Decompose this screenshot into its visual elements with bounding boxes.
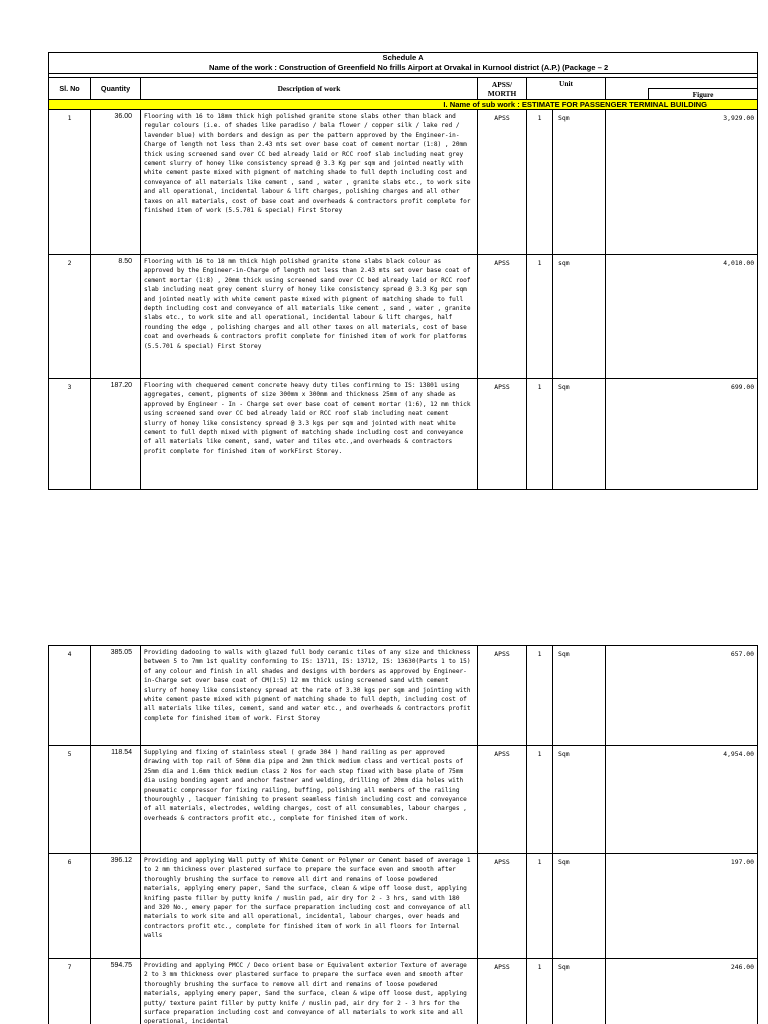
col-header-figure: Figure bbox=[649, 89, 758, 100]
sl-no-cell: 4 bbox=[49, 646, 91, 746]
unit-cell: Sqm bbox=[553, 110, 606, 255]
rate-blank-cell bbox=[606, 379, 649, 490]
unit-cell: Sqm bbox=[553, 646, 606, 746]
sl-no-cell: 1 bbox=[49, 110, 91, 255]
col-header-quantity: Quantity bbox=[91, 78, 141, 100]
table-row bbox=[49, 854, 758, 959]
rate-figure-cell: 197.00 bbox=[649, 854, 758, 959]
rate-figure-cell: 246.00 bbox=[649, 959, 758, 1024]
description-cell: Flooring with 16 to 18 mm thick high polished granite stone slabs black colour as approved by the Engineer-in-Charge of length not less than 2.43 mts set over base coat of cement mortar (1:8) , 20mm thick using screened sand over CC bed already laid or RCC roof slab including neat grey cement slurry of honey like consistency spread @ 3.3 Kg per sqm and jointed neatly with white cement paste mixed with pigment of matching shade to full depth including cost and conveyance of all materials like cement , sand , water , granite slabs etc., to work site and all operational, incidental labour & lift charges, half rounding the edge , polishing charges and all other taxes on all materials, cost of base coat and overheads & contractors profit complete for finished item of work for platforms (5.5.701 & special) First Storey bbox=[141, 255, 478, 379]
table-row bbox=[49, 746, 758, 854]
col-header-unit-lower bbox=[527, 89, 606, 100]
work-name: Name of the work : Construction of Greenfield No frills Airport at Orvakal in Kurnool district (A.P.) (Package – 2 bbox=[49, 63, 758, 74]
schedule-title: Schedule A bbox=[49, 53, 758, 64]
quantity-cell: 36.00 bbox=[91, 110, 141, 255]
rate-figure-cell: 657.00 bbox=[649, 646, 758, 746]
top-rows bbox=[49, 110, 758, 490]
quantity-cell: 594.75 bbox=[91, 959, 141, 1024]
sub-work-banner: I. Name of sub work : ESTIMATE FOR PASSENGER TERMINAL BUILDING bbox=[49, 100, 758, 110]
col-header-sl-no: Sl. No bbox=[49, 78, 91, 100]
col-header-description: Description of work bbox=[141, 78, 478, 100]
col-header-apss: APSS/ MORTH bbox=[478, 78, 527, 100]
sl-no-cell: 5 bbox=[49, 746, 91, 854]
unit-cell: Sqm bbox=[553, 854, 606, 959]
rate-blank-cell bbox=[606, 646, 649, 746]
unit-cell: Sqm bbox=[553, 959, 606, 1024]
apss-code-cell: APSS bbox=[478, 746, 527, 854]
rate-figure-cell: 699.00 bbox=[649, 379, 758, 490]
description-cell: Providing dadooing to walls with glazed full body ceramic tiles of any size and thickness between 5 to 7mm 1st quality conforming to IS: 13711, IS: 13712, IS: 13630(Parts 1 to 15) of any colour and finish in all shades and designs with borders as approved by Engineer-in-Charge set over base coat of CM(1:5) 12 mm thick using screened sand with cement slurry of honey like consistency spread at the rate of 3.30 kgs per sqm and jointing with white cement paste mixed with pigment of matching shade to full depth, including cost of all materials like tiles, cement, sand and water etc., and overheads & contractors profit complete for finished item of work. First Storey bbox=[141, 646, 478, 746]
rate-figure-cell: 4,954.00 bbox=[649, 746, 758, 854]
description-cell: Flooring with chequered cement concrete heavy duty tiles confirming to IS: 13801 using aggregates, cement, pigments of size 300mm x 300mm and thickness 25mm of any shade as approved by Engineer - In - Charge set over base coat of cement mortar (1:6), 12 mm thick using screened sand over CC bed already laid or RCC roof slab including neat cement slurry of honey like consistency spread @ 3.3 kgs per sqm and jointed with neat white cement to full depth mixed with pigment of matching shade including cost and conveyance of all materials like cement, sand, water and tiles etc.,and overheads & contractors profit complete for finished item of workFirst Storey. bbox=[141, 379, 478, 490]
apss-code-cell: APSS bbox=[478, 379, 527, 490]
rate-figure-cell: 4,010.00 bbox=[649, 255, 758, 379]
schedule-table-bottom bbox=[48, 645, 758, 1024]
sl-no-cell: 3 bbox=[49, 379, 91, 490]
unit-count-cell: 1 bbox=[527, 854, 553, 959]
table-row bbox=[49, 959, 758, 1024]
col-header-blank bbox=[606, 78, 758, 89]
col-header-rate-blank bbox=[606, 89, 649, 100]
description-cell: Providing and applying Wall putty of White Cement or Polymer or Cement based of average 1 to 2 mm thickness over plastered surface to prepare the surface even and smooth after thoroughly brushing the surface to remove all dirt and remains of loose powdered materials, applying emery paper, Sand the surface, clean & wipe off loose dust, applying knifing paste filler by putty knife / muslin pad, air dry for 2 - 3 hrs, sand with 180 and 320 No., emery paper for the surface preparation including cost and conveyance of all materials to work site and all operational, incidental, labour charges, over heads and contractors profit etc., complete for finished item of work in all floors for Internal walls bbox=[141, 854, 478, 959]
unit-count-cell: 1 bbox=[527, 255, 553, 379]
sl-no-cell: 7 bbox=[49, 959, 91, 1024]
unit-cell: sqm bbox=[553, 255, 606, 379]
rate-blank-cell bbox=[606, 959, 649, 1024]
quantity-cell: 396.12 bbox=[91, 854, 141, 959]
unit-count-cell: 1 bbox=[527, 110, 553, 255]
unit-count-cell: 1 bbox=[527, 746, 553, 854]
quantity-cell: 118.54 bbox=[91, 746, 141, 854]
rate-figure-cell: 3,929.00 bbox=[649, 110, 758, 255]
apss-code-cell: APSS bbox=[478, 255, 527, 379]
bottom-rows bbox=[49, 646, 758, 1024]
table-row bbox=[49, 110, 758, 255]
unit-cell: Sqm bbox=[553, 746, 606, 854]
description-cell: Flooring with 16 to 18mm thick high polished granite stone slabs other than black and regular colours (i.e. of shades like paradiso / bala flower / copper silk / lake red / lavender blue) with borders and design as per the pattern approved by the Engineer-in-Charge of length not less than 2.43 mts set over base coat of cement mortar (1:8) , 20mm thick using screened sand over CC bed already laid or RCC roof slab including neat grey cement slurry of honey like consistency spread @ 3.3 Kg per sqm and jointed neatly with white cement paste mixed with pigment of matching shade to full depth including cost and conveyance of all materials like cement , sand , water , granite slabs etc., to work site and all operational, incidental labour & lift charges, polishing charges and all other taxes on all materials, cost of base coat and overheads & contractors profit complete for finished item of work (5.5.701 & special) First Storey bbox=[141, 110, 478, 255]
quantity-cell: 187.20 bbox=[91, 379, 141, 490]
sl-no-cell: 2 bbox=[49, 255, 91, 379]
unit-count-cell: 1 bbox=[527, 379, 553, 490]
table-row bbox=[49, 379, 758, 490]
sl-no-cell: 6 bbox=[49, 854, 91, 959]
quantity-cell: 8.50 bbox=[91, 255, 141, 379]
apss-code-cell: APSS bbox=[478, 646, 527, 746]
table-row bbox=[49, 255, 758, 379]
description-cell: Supplying and fixing of stainless steel ( grade 304 ) hand railing as per approved drawing with top rail of 50mm dia pipe and 2mm thick medium class and vertical posts of 25mm dia and 1.6mm thick medium class 2 Nos for each step fixed with base plate of 75mm dia using bonding agent and anchor fastner and welding, drilling of 20mm dia holes with pneumatic compressor for fixing railing, buffing, polishing all members of the railing thouroughly , lacquer finishing to present seamless finish including cost and conveyance of all materials, electrodes, welding charges, cost of all consumables, labour charges , overheads & contractors profit etc., complete for finished item of work. bbox=[141, 746, 478, 854]
rate-blank-cell bbox=[606, 854, 649, 959]
unit-count-cell: 1 bbox=[527, 959, 553, 1024]
quantity-cell: 385.05 bbox=[91, 646, 141, 746]
apss-code-cell: APSS bbox=[478, 110, 527, 255]
schedule-table-top bbox=[48, 52, 758, 490]
col-header-unit: Unit bbox=[527, 78, 606, 89]
apss-code-cell: APSS bbox=[478, 959, 527, 1024]
unit-cell: Sqm bbox=[553, 379, 606, 490]
rate-blank-cell bbox=[606, 746, 649, 854]
table-row bbox=[49, 646, 758, 746]
rate-blank-cell bbox=[606, 255, 649, 379]
rate-blank-cell bbox=[606, 110, 649, 255]
apss-code-cell: APSS bbox=[478, 854, 527, 959]
unit-count-cell: 1 bbox=[527, 646, 553, 746]
description-cell: Providing and applying PMCC / Deco orient base or Equivalent exterior Texture of average 2 to 3 mm thickness over plastered surface to prepare the surface even and smooth after thoroughly brushing the surface to remove all dirt and remains of loose powdered materials, applying emery paper, Sand the surface, clean & wipe off loose dust, applying putty/ texture paint filler by putty knife / muslin pad, air dry for 2 - 3 hrs for the surface preparation including cost and conveyance of all materials to work site and all operational, incidental bbox=[141, 959, 478, 1024]
